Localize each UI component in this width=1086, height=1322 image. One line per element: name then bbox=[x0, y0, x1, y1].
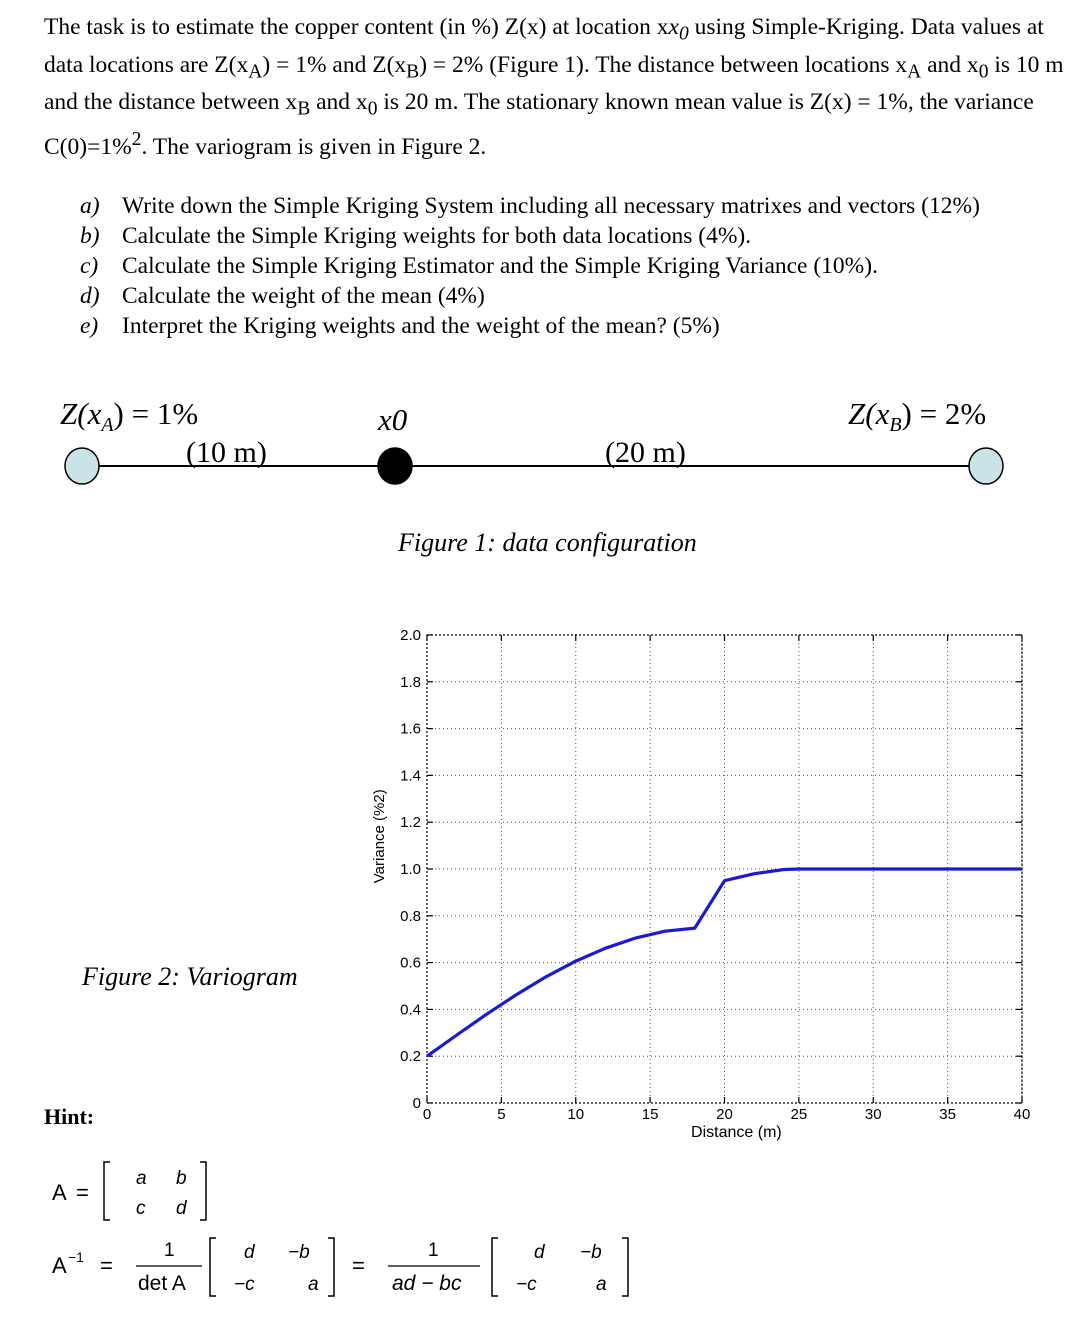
hint-minus-c: −c bbox=[234, 1274, 255, 1295]
x-tick-label: 40 bbox=[1013, 1106, 1031, 1123]
hint-a3: a bbox=[596, 1274, 607, 1295]
hint-minus-b-2: −b bbox=[580, 1242, 602, 1263]
chart-series bbox=[427, 869, 1022, 1056]
bracket-left bbox=[104, 1162, 110, 1220]
variogram-line bbox=[427, 869, 1022, 1056]
za-label: $Z(x_A) = 1\%$ bbox=[60, 396, 199, 437]
matrix-inverse-formula bbox=[40, 1150, 680, 1310]
hint-one-2: 1 bbox=[428, 1240, 439, 1261]
hint-ad-bc: ad − bc bbox=[392, 1272, 462, 1295]
x-tick-label: 25 bbox=[790, 1106, 808, 1123]
problem-statement: The task is to estimate the copper content (in %) Z(x) at location $xx_0$ using Simple-Kriging. Data values at data locations are $Z(x_A) = 1\%$ and $Z(x_B) = 2\%$ (Figure 1). The distance between locations $x_A$ and $x_0$ is 10 m and the distance between $x_B$ and $x_0$ is 20 m. The stationary known mean value is Z(x) = 1%, the variance C(0)=1%$^2$. The variogram is given in Figure 2. bbox=[44, 14, 1064, 160]
distance-b-label: (20 m) bbox=[605, 436, 686, 469]
question-d: d) Calculate the weight of the mean (4%) bbox=[80, 283, 485, 309]
x-axis-label: Distance (m) bbox=[691, 1124, 782, 1141]
y-tick-label: 2.0 bbox=[400, 627, 421, 644]
x0-label: x0 bbox=[378, 402, 408, 437]
y-tick-label: 1.2 bbox=[400, 814, 421, 832]
question-e: e) Interpret the Kriging weights and the weight of the mean? (5%) bbox=[80, 313, 720, 339]
y-tick-label: 1.8 bbox=[400, 673, 421, 691]
hint-d3: d bbox=[534, 1242, 545, 1263]
hint-Ainv: A bbox=[52, 1253, 67, 1278]
y-tick-label: 1.6 bbox=[400, 720, 421, 738]
y-tick-label: 0 bbox=[412, 1095, 421, 1112]
hint-b: b bbox=[176, 1168, 187, 1189]
hint-d: d bbox=[176, 1198, 187, 1219]
hint-one-1: 1 bbox=[164, 1240, 175, 1261]
zb-label: $Z(x_B) = 2\%$ bbox=[848, 396, 987, 437]
y-tick-label: 1.4 bbox=[400, 767, 421, 785]
hint-d2: d bbox=[244, 1242, 255, 1263]
data-point-a bbox=[65, 448, 99, 484]
hint-minus-c-2: −c bbox=[516, 1274, 537, 1295]
x-tick-label: 10 bbox=[567, 1106, 585, 1123]
bracket-right-2 bbox=[328, 1238, 334, 1296]
y-tick-label: 0.2 bbox=[400, 1048, 421, 1066]
question-b: b) Calculate the Simple Kriging weights for both data locations (4%). bbox=[80, 223, 752, 249]
hint-c: c bbox=[136, 1198, 146, 1219]
hint-A: A bbox=[52, 1180, 67, 1205]
y-tick-label: 0.8 bbox=[400, 907, 421, 925]
data-point-b bbox=[969, 448, 1003, 484]
question-a: a) Write down the Simple Kriging System including all necessary matrixes and vectors (12%) bbox=[80, 193, 980, 219]
x-tick-label: 0 bbox=[422, 1106, 432, 1123]
data-configuration-diagram bbox=[0, 440, 1086, 500]
hint-detA: det A bbox=[138, 1272, 186, 1295]
x-tick-label: 35 bbox=[939, 1106, 956, 1123]
y-axis-label: Variance (%2) bbox=[371, 789, 388, 884]
x-tick-label: 20 bbox=[716, 1106, 733, 1123]
hint-a: a bbox=[136, 1168, 147, 1189]
bracket-left-3 bbox=[492, 1238, 498, 1296]
hint-eq3: = bbox=[352, 1253, 365, 1278]
question-c: c) Calculate the Simple Kriging Estimator and the Simple Kriging Variance (10%). bbox=[80, 253, 878, 279]
bracket-left-2 bbox=[210, 1238, 216, 1296]
x-tick-label: 5 bbox=[497, 1106, 506, 1123]
variogram-chart bbox=[360, 620, 1050, 1150]
distance-a-label: (10 m) bbox=[186, 436, 267, 469]
figure1-caption: Figure 1: data configuration bbox=[398, 528, 697, 557]
target-point-x0 bbox=[378, 448, 412, 484]
x-tick-label: 30 bbox=[864, 1106, 882, 1123]
hint-eq1: = bbox=[76, 1180, 89, 1205]
chart-ticks bbox=[400, 627, 1030, 1123]
y-tick-label: 0.4 bbox=[400, 1001, 421, 1019]
y-tick-label: 1.0 bbox=[400, 861, 421, 878]
figure2-caption: Figure 2: Variogram bbox=[82, 962, 298, 991]
x-tick-label: 15 bbox=[641, 1106, 659, 1123]
hint-eq2: = bbox=[100, 1253, 113, 1278]
bracket-right bbox=[200, 1162, 206, 1220]
hint-a2: a bbox=[308, 1274, 319, 1295]
bracket-right-3 bbox=[622, 1238, 628, 1296]
hint-minus-b: −b bbox=[288, 1242, 310, 1263]
hint-inv-sup: −1 bbox=[68, 1249, 84, 1265]
y-tick-label: 0.6 bbox=[400, 954, 421, 972]
hint-label: Hint: bbox=[44, 1104, 95, 1129]
